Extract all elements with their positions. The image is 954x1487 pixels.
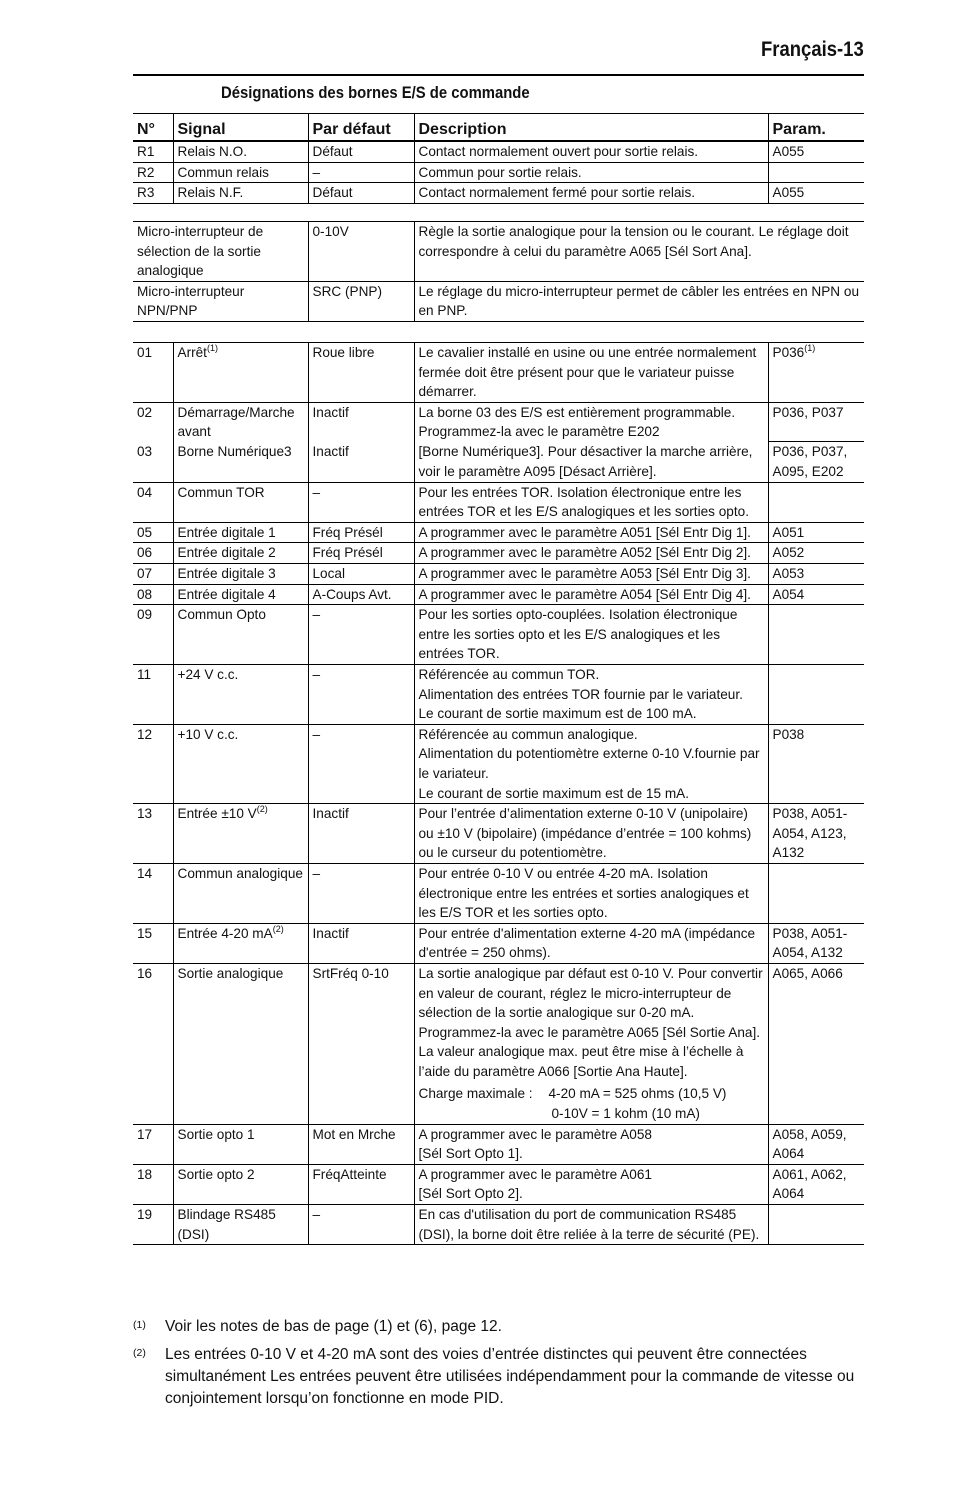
cell-default-text: – bbox=[312, 865, 321, 881]
cell-description bbox=[414, 804, 768, 864]
cell-signal bbox=[173, 543, 308, 564]
cell-default-text: – bbox=[312, 484, 321, 500]
cell-no-text: 15 bbox=[137, 925, 153, 941]
cell-no bbox=[133, 522, 173, 543]
cell-no bbox=[133, 141, 173, 162]
description-text: A programmer avec le paramètre A052 [Sél Entr Dig 2]. bbox=[418, 545, 751, 561]
cell-param bbox=[768, 923, 864, 963]
description-text: Pour les entrées TOR. Isolation électronique entre les entrées TOR et les E/S analogiques et les sorties opto. bbox=[418, 484, 749, 520]
cell-no bbox=[133, 1205, 173, 1245]
cell-default-text: – bbox=[312, 607, 321, 623]
cell-param bbox=[768, 522, 864, 543]
cell-default-text: Fréq Présél bbox=[312, 545, 383, 561]
cell-no-text: 01 bbox=[137, 345, 153, 360]
cell-signal bbox=[173, 1164, 308, 1204]
footnote-ref: (1) bbox=[804, 343, 816, 353]
cell-no bbox=[133, 724, 173, 803]
cell-signal-text: Sortie opto 2 bbox=[177, 1166, 255, 1182]
table-row bbox=[133, 222, 864, 282]
column-header-description: Description bbox=[414, 114, 768, 142]
footnote-1 bbox=[133, 1316, 873, 1338]
table-row bbox=[133, 343, 864, 403]
table-row bbox=[133, 724, 864, 803]
cell-param bbox=[768, 804, 864, 864]
cell-default bbox=[308, 804, 414, 864]
table-row bbox=[133, 564, 864, 585]
cell-signal-text: Entrée digitale 4 bbox=[177, 586, 276, 602]
cell-no bbox=[133, 402, 173, 442]
cell-description bbox=[414, 442, 768, 482]
page-header bbox=[133, 36, 864, 76]
cell-param-text: A058, A059, A064 bbox=[772, 1126, 847, 1162]
cell-signal bbox=[173, 162, 308, 183]
charge-value: 4-20 mA = 525 ohms (10,5 V) bbox=[548, 1086, 727, 1102]
footnote-mark: (2) bbox=[133, 1347, 146, 1359]
cell-default-text: – bbox=[312, 164, 321, 180]
cell-description bbox=[414, 141, 768, 162]
cell-param-text: A061, A062, A064 bbox=[772, 1166, 847, 1202]
cell-signal-text: Micro-interrupteur de sélection de la sortie analogique bbox=[137, 224, 264, 279]
cell-signal bbox=[173, 923, 308, 963]
cell-description-text: Contact normalement ouvert pour sortie relais. bbox=[418, 144, 699, 159]
cell-default bbox=[308, 162, 414, 183]
relay-table bbox=[133, 113, 864, 204]
cell-no-text: 16 bbox=[137, 965, 153, 981]
cell-signal-text: Commun analogique bbox=[177, 865, 303, 881]
cell-default-text: Inactif bbox=[312, 404, 349, 420]
cell-default bbox=[308, 584, 414, 605]
cell-default bbox=[308, 281, 414, 321]
cell-signal bbox=[173, 1124, 308, 1164]
charge-line bbox=[419, 1084, 765, 1104]
table-row bbox=[133, 482, 864, 522]
cell-signal-text: Micro-interrupteur NPN/PNP bbox=[137, 283, 245, 319]
cell-default bbox=[308, 522, 414, 543]
cell-default bbox=[308, 724, 414, 803]
cell-description bbox=[414, 162, 768, 183]
charge-label: Charge maximale : bbox=[418, 1086, 533, 1102]
cell-default-text: SrtFréq 0-10 bbox=[312, 965, 389, 981]
cell-signal bbox=[173, 724, 308, 803]
cell-signal-text: Borne Numérique3 bbox=[177, 443, 292, 459]
cell-param-text: A054 bbox=[772, 586, 805, 602]
cell-signal-text: Relais N.F. bbox=[177, 185, 244, 201]
description-line: Référencée au commun TOR. bbox=[418, 667, 600, 682]
cell-no-text: 13 bbox=[137, 806, 153, 822]
charge-line bbox=[419, 1104, 765, 1124]
cell-no bbox=[133, 963, 173, 1124]
cell-no-text: R2 bbox=[137, 164, 155, 180]
cell-param-text: P036 bbox=[772, 345, 805, 360]
cell-default bbox=[308, 665, 414, 725]
table-row bbox=[133, 402, 864, 442]
cell-no-text: 11 bbox=[137, 667, 152, 682]
column-header-param: Param. bbox=[768, 114, 864, 142]
cell-signal-text: Sortie opto 1 bbox=[177, 1126, 255, 1142]
cell-param bbox=[768, 1164, 864, 1204]
cell-param bbox=[768, 141, 864, 162]
cell-param bbox=[768, 963, 864, 1124]
table-row bbox=[133, 804, 864, 864]
cell-description-text: Le réglage du micro-interrupteur permet de câbler les entrées en NPN ou en PNP. bbox=[418, 283, 860, 319]
cell-default bbox=[308, 141, 414, 162]
cell-param bbox=[768, 564, 864, 585]
cell-param bbox=[768, 442, 864, 482]
table-row bbox=[133, 141, 864, 162]
cell-description bbox=[414, 281, 864, 321]
cell-signal-text: Entrée ±10 V bbox=[177, 806, 257, 822]
cell-default-text: Inactif bbox=[312, 443, 349, 459]
cell-default bbox=[308, 343, 414, 403]
cell-signal bbox=[173, 482, 308, 522]
description-line: Référencée au commun analogique. bbox=[418, 726, 638, 742]
cell-no-text: 19 bbox=[137, 1207, 153, 1223]
cell-signal bbox=[173, 141, 308, 162]
cell-param-text: P036, P037, A095, E202 bbox=[772, 444, 848, 480]
cell-default bbox=[308, 543, 414, 564]
cell-signal bbox=[173, 564, 308, 585]
cell-default-text: Local bbox=[312, 566, 345, 582]
cell-default-text: Défaut bbox=[312, 185, 353, 201]
table-row bbox=[133, 281, 864, 321]
charge-value: 0-10V = 1 kohm (10 mA) bbox=[551, 1106, 700, 1122]
cell-default bbox=[308, 402, 414, 442]
cell-default-text: – bbox=[312, 667, 321, 682]
table-title: Désignations des bornes E/S de commande bbox=[221, 84, 530, 102]
description-text: Pour entrée d'alimentation externe 4-20 mA (impédance d'entrée = 250 ohms). bbox=[418, 925, 756, 961]
cell-description bbox=[414, 402, 768, 442]
column-header-no: N° bbox=[133, 114, 173, 142]
description-text: A programmer avec le paramètre A053 [Sél Entr Dig 3]. bbox=[418, 566, 751, 582]
cell-param-text: A055 bbox=[772, 144, 805, 159]
cell-signal-text: Commun TOR bbox=[177, 484, 265, 500]
cell-no-text: 12 bbox=[137, 726, 153, 742]
cell-param-text: A065, A066 bbox=[772, 965, 843, 981]
table-row bbox=[133, 162, 864, 183]
cell-description bbox=[414, 1205, 768, 1245]
cell-param bbox=[768, 605, 864, 665]
table-row bbox=[133, 522, 864, 543]
table-row bbox=[133, 1124, 864, 1164]
cell-no-text: 14 bbox=[137, 865, 153, 881]
cell-no-text: 03 bbox=[137, 443, 153, 459]
cell-param bbox=[768, 543, 864, 564]
cell-signal-text: Démarrage/Marche avant bbox=[177, 404, 295, 440]
column-header-default: Par défaut bbox=[308, 114, 414, 142]
cell-description bbox=[414, 665, 768, 725]
page-number-label: Français-13 bbox=[761, 38, 864, 61]
cell-signal bbox=[173, 183, 308, 204]
description-line: [Sél Sort Opto 1]. bbox=[418, 1146, 523, 1162]
cell-default-text: – bbox=[312, 726, 321, 742]
cell-signal-text: Entrée digitale 3 bbox=[177, 566, 276, 582]
cell-no bbox=[133, 804, 173, 864]
cell-signal bbox=[173, 1205, 308, 1245]
cell-param bbox=[768, 724, 864, 803]
cell-description bbox=[414, 543, 768, 564]
table-row bbox=[133, 183, 864, 204]
cell-no-text: 07 bbox=[137, 566, 153, 582]
cell-signal bbox=[173, 584, 308, 605]
cell-default bbox=[308, 923, 414, 963]
cell-no bbox=[133, 183, 173, 204]
description-line: Le courant de sortie maximum est de 100 mA. bbox=[418, 706, 697, 722]
cell-default bbox=[308, 442, 414, 482]
cell-default bbox=[308, 183, 414, 204]
footnote-mark: (1) bbox=[133, 1319, 146, 1331]
cell-signal-text: Arrêt bbox=[177, 345, 207, 360]
table-row bbox=[133, 1205, 864, 1245]
cell-no-text: 05 bbox=[137, 524, 153, 540]
cell-no bbox=[133, 162, 173, 183]
description-line: [Sél Sort Opto 2]. bbox=[418, 1186, 523, 1202]
cell-default bbox=[308, 482, 414, 522]
cell-param bbox=[768, 665, 864, 725]
cell-default-text: Fréq Présél bbox=[312, 524, 383, 540]
cell-no bbox=[133, 1164, 173, 1204]
table-row bbox=[133, 442, 864, 482]
cell-no bbox=[133, 923, 173, 963]
terminal-table bbox=[133, 342, 864, 1245]
cell-no bbox=[133, 863, 173, 923]
cell-description bbox=[414, 963, 768, 1124]
cell-signal bbox=[173, 442, 308, 482]
cell-description-text: Règle la sortie analogique pour la tension ou le courant. Le réglage doit correspondre à celui du paramètre A065 [Sél Sort Ana]. bbox=[418, 224, 849, 259]
footnote-ref: (1) bbox=[206, 343, 218, 353]
cell-param-text: P038 bbox=[772, 726, 805, 742]
cell-no-text: R1 bbox=[137, 144, 155, 159]
cell-description bbox=[414, 564, 768, 585]
cell-param bbox=[768, 863, 864, 923]
cell-param bbox=[768, 162, 864, 183]
cell-default bbox=[308, 1124, 414, 1164]
cell-param bbox=[768, 183, 864, 204]
cell-default bbox=[308, 1164, 414, 1204]
table-header-row bbox=[133, 114, 864, 142]
cell-signal bbox=[133, 222, 308, 282]
cell-description bbox=[414, 1124, 768, 1164]
cell-no-text: 09 bbox=[137, 607, 153, 623]
footnote-2 bbox=[133, 1344, 873, 1410]
cell-default-text: – bbox=[312, 1207, 321, 1223]
cell-no bbox=[133, 482, 173, 522]
cell-default bbox=[308, 605, 414, 665]
cell-no-text: 04 bbox=[137, 484, 153, 500]
description-text: A programmer avec le paramètre A051 [Sél Entr Dig 1]. bbox=[418, 524, 751, 540]
cell-description bbox=[414, 1164, 768, 1204]
cell-signal-text: Commun Opto bbox=[177, 607, 266, 623]
cell-signal-text: Blindage RS485 (DSI) bbox=[177, 1207, 276, 1242]
cell-default-text: Défaut bbox=[312, 144, 353, 159]
cell-param bbox=[768, 482, 864, 522]
cell-signal-text: Entrée 4-20 mA bbox=[177, 925, 273, 941]
cell-default-text: SRC (PNP) bbox=[312, 283, 382, 299]
cell-signal-text: +24 V c.c. bbox=[177, 667, 239, 682]
cell-signal-text: Entrée digitale 1 bbox=[177, 524, 276, 540]
cell-no-text: 06 bbox=[137, 545, 153, 561]
cell-param bbox=[768, 343, 864, 403]
cell-signal bbox=[173, 343, 308, 403]
cell-signal bbox=[173, 963, 308, 1124]
cell-no-text: 18 bbox=[137, 1166, 153, 1182]
footnote-text: Voir les notes de bas de page (1) et (6), page 12. bbox=[165, 1318, 502, 1335]
table-row bbox=[133, 543, 864, 564]
cell-param-text: P038, A051-A054, A132 bbox=[772, 925, 848, 961]
description-text: A programmer avec le paramètre A054 [Sél Entr Dig 4]. bbox=[418, 586, 751, 602]
table-row bbox=[133, 863, 864, 923]
description-text: En cas d'utilisation du port de communication RS485 (DSI), la borne doit être reliée à la terre de sécurité (PE). bbox=[418, 1207, 760, 1242]
cell-signal bbox=[173, 402, 308, 442]
cell-default-text: Roue libre bbox=[312, 345, 375, 360]
cell-default-text: A-Coups Avt. bbox=[312, 586, 392, 602]
cell-param-text: P036, P037 bbox=[772, 404, 844, 420]
column-header-signal: Signal bbox=[173, 114, 308, 142]
cell-default bbox=[308, 222, 414, 282]
cell-description bbox=[414, 923, 768, 963]
cell-no bbox=[133, 584, 173, 605]
cell-no-text: 17 bbox=[137, 1126, 153, 1142]
cell-signal bbox=[173, 665, 308, 725]
footnote-ref: (2) bbox=[256, 804, 268, 815]
footnote-text: Les entrées 0-10 V et 4-20 mA sont des voies d’entrée distinctes qui peuvent être connectées simultanément Les entrées peuvent être utilisées indépendamment pour la commande de vitesse ou conjointement lorsqu’on fonctionne en mode PID. bbox=[165, 1346, 855, 1407]
description-line: Le courant de sortie maximum est de 15 mA. bbox=[418, 785, 689, 801]
table-row bbox=[133, 923, 864, 963]
cell-no bbox=[133, 1124, 173, 1164]
cell-signal bbox=[133, 281, 308, 321]
cell-default bbox=[308, 963, 414, 1124]
cell-param-text: A051 bbox=[772, 524, 805, 540]
cell-description bbox=[414, 724, 768, 803]
cell-param-text: P038, A051-A054, A123, A132 bbox=[772, 806, 848, 861]
cell-signal-text: +10 V c.c. bbox=[177, 726, 239, 742]
cell-param-text: A055 bbox=[772, 185, 805, 201]
cell-description-text: Commun pour sortie relais. bbox=[418, 164, 582, 180]
cell-description bbox=[414, 183, 768, 204]
description-line: Alimentation du potentiomètre externe 0-10 V.fournie par le variateur. bbox=[418, 746, 760, 781]
description-text: Pour l’entrée d’alimentation externe 0-10 V (unipolaire) ou ±10 V (bipolaire) (impédance d’entrée = 100 kohms) ou le curseur du potentiomètre. bbox=[418, 806, 752, 861]
description-text: La sortie analogique par défaut est 0-10 V. Pour convertir en valeur de courant, réglez le micro-interrupteur de sélection de la sortie analogique sur 0-20 mA. Programmez-la avec le paramètre A065 [Sél Sortie Ana]. La valeur analogique max. peut être mise à l’échelle à l’aide du paramètre A066 [Sortie Ana Haute]. bbox=[418, 965, 763, 1079]
cell-default-text: Inactif bbox=[312, 806, 349, 822]
description-line: Alimentation des entrées TOR fournie par le variateur. bbox=[418, 686, 743, 702]
cell-no-text: 08 bbox=[137, 586, 153, 602]
cell-description bbox=[414, 605, 768, 665]
cell-signal bbox=[173, 804, 308, 864]
cell-signal-text: Entrée digitale 2 bbox=[177, 545, 276, 561]
cell-param bbox=[768, 1205, 864, 1245]
table-row bbox=[133, 1164, 864, 1204]
description-text: Le cavalier installé en usine ou une entrée normalement fermée doit être présent pour que le variateur puisse démarrer. bbox=[418, 345, 757, 400]
cell-param bbox=[768, 584, 864, 605]
description-text: [Borne Numérique3]. Pour désactiver la marche arrière, voir le paramètre A095 [Désact Arrière]. bbox=[418, 443, 753, 479]
cell-param bbox=[768, 402, 864, 442]
cell-param bbox=[768, 1124, 864, 1164]
description-text: La borne 03 des E/S est entièrement programmable. Programmez-la avec le paramètre E202 bbox=[418, 404, 736, 440]
cell-no bbox=[133, 564, 173, 585]
cell-signal-text: Sortie analogique bbox=[177, 965, 284, 981]
description-line: A programmer avec le paramètre A058 bbox=[418, 1126, 652, 1142]
cell-default-text: FréqAtteinte bbox=[312, 1166, 387, 1182]
cell-default-text: Inactif bbox=[312, 925, 349, 941]
cell-param-text: A053 bbox=[772, 566, 805, 582]
cell-no-text: R3 bbox=[137, 185, 155, 201]
description-line: A programmer avec le paramètre A061 bbox=[418, 1166, 652, 1182]
cell-description bbox=[414, 522, 768, 543]
cell-description bbox=[414, 863, 768, 923]
cell-default bbox=[308, 863, 414, 923]
cell-default bbox=[308, 564, 414, 585]
cell-signal bbox=[173, 863, 308, 923]
cell-default-text: 0-10V bbox=[312, 224, 349, 239]
cell-default bbox=[308, 1205, 414, 1245]
cell-signal bbox=[173, 605, 308, 665]
cell-signal-text: Relais N.O. bbox=[177, 144, 247, 159]
table-row bbox=[133, 665, 864, 725]
cell-no bbox=[133, 543, 173, 564]
cell-no bbox=[133, 442, 173, 482]
cell-no bbox=[133, 665, 173, 725]
cell-description-text: Contact normalement fermé pour sortie relais. bbox=[418, 185, 696, 201]
cell-param-text: A052 bbox=[772, 545, 805, 561]
footnote-ref: (2) bbox=[272, 923, 284, 934]
cell-no bbox=[133, 605, 173, 665]
description-text: Pour entrée 0-10 V ou entrée 4-20 mA. Isolation électronique entre les entrées et sorties analogiques et les E/S TOR et les sorties opto. bbox=[418, 865, 749, 921]
table-row bbox=[133, 584, 864, 605]
switch-table bbox=[133, 221, 864, 322]
table-row bbox=[133, 963, 864, 1124]
cell-no-text: 02 bbox=[137, 404, 153, 420]
cell-no bbox=[133, 343, 173, 403]
cell-default-text: Mot en Mrche bbox=[312, 1126, 396, 1142]
cell-signal bbox=[173, 522, 308, 543]
description-text: Pour les sorties opto-couplées. Isolation électronique entre les sorties opto et les E/S analogiques et les entrées TOR. bbox=[418, 607, 738, 662]
cell-description bbox=[414, 482, 768, 522]
cell-description bbox=[414, 584, 768, 605]
cell-description bbox=[414, 222, 864, 282]
cell-signal-text: Commun relais bbox=[177, 164, 269, 180]
cell-description bbox=[414, 343, 768, 403]
table-row bbox=[133, 605, 864, 665]
